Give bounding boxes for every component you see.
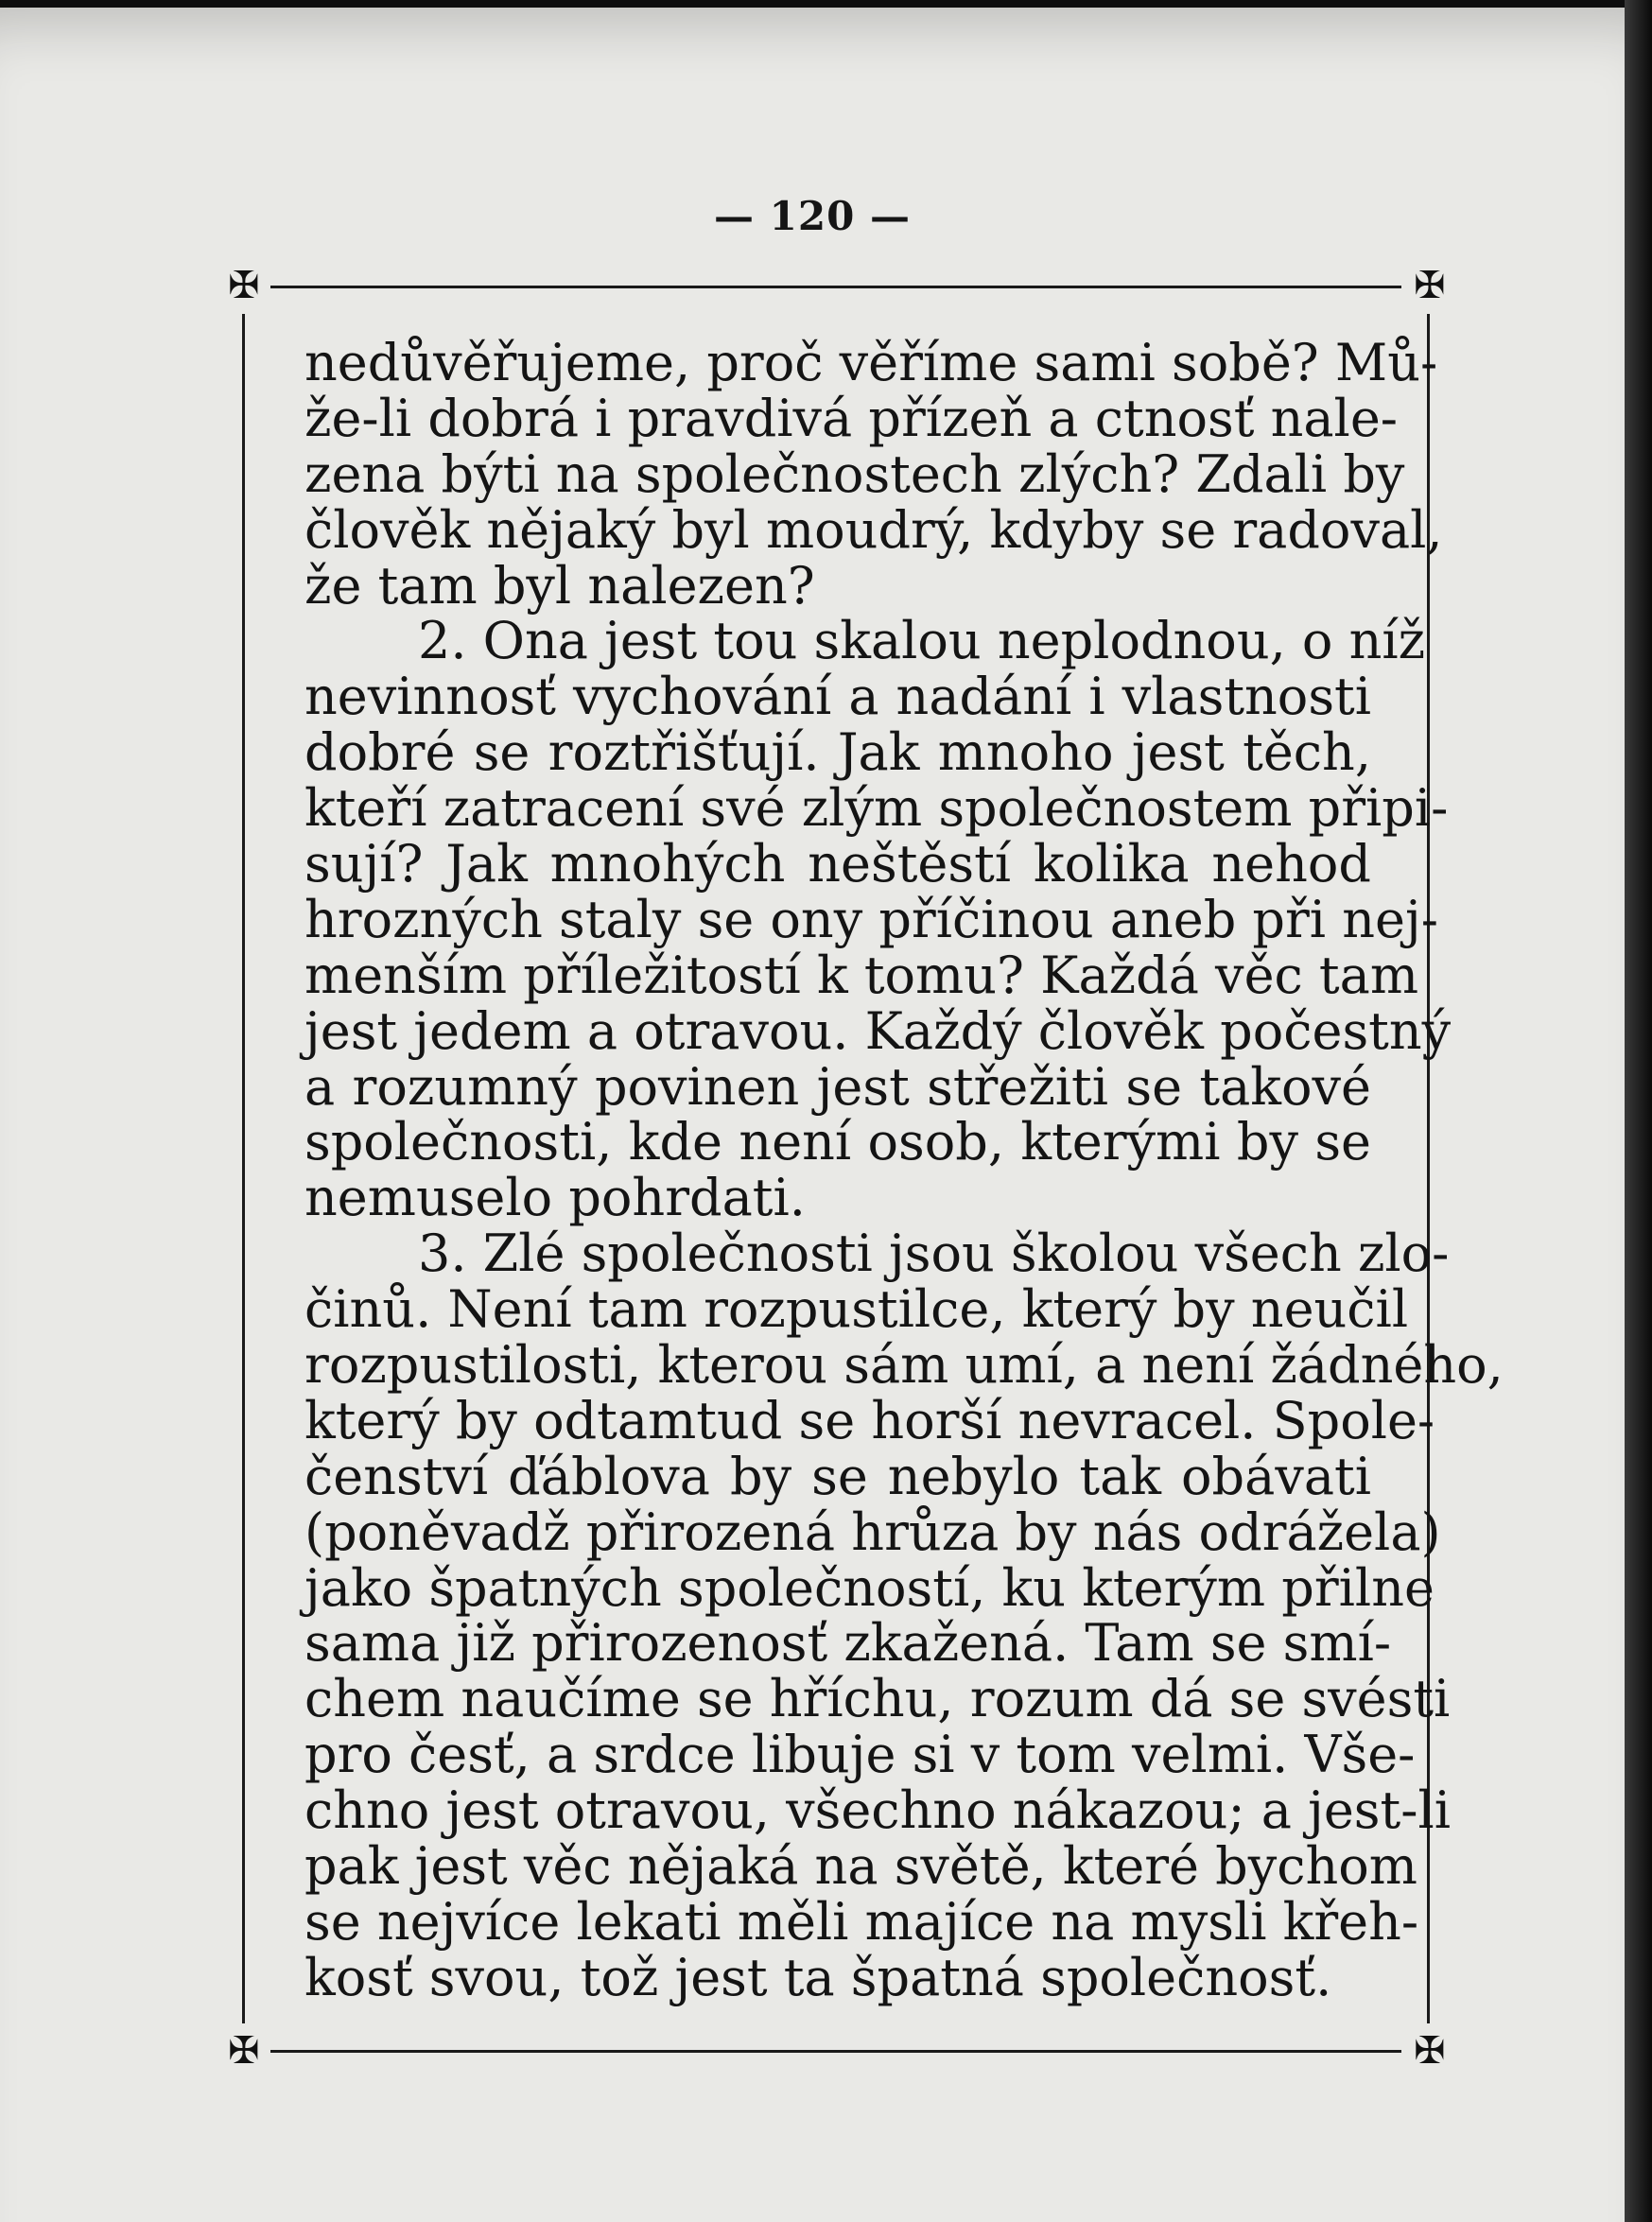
text-line: nedůvěřujeme, proč věříme sami sobě? Mů- — [304, 333, 1438, 392]
page-number: — 120 — — [714, 193, 911, 239]
corner-ornament-bottom-left-icon: ✠ — [228, 2029, 260, 2073]
text-line: a rozumný povinen jest střežiti se takové — [304, 1056, 1371, 1117]
text-line: (poněvadž přirozená hrůza by nás odrážela) — [304, 1502, 1441, 1562]
text-line: sují? Jak mnohých neštěstí kolika nehod — [304, 834, 1371, 894]
text-line: jest jedem a otravou. Každý člověk počestný — [304, 1000, 1452, 1061]
text-line: kteří zatracení své zlým společnostem připi- — [304, 778, 1449, 839]
text-line: chno jest otravou, všechno nákazou; a jest-li — [304, 1780, 1451, 1841]
corner-ornament-top-right-icon: ✠ — [1414, 264, 1446, 307]
text-line: nemuselo pohrdati. — [304, 1168, 806, 1228]
text-line: že tam byl nalezen? — [304, 555, 815, 616]
text-line: sama již přirozenosť zkažená. Tam se smí- — [304, 1613, 1392, 1674]
text-line: 2. Ona jest tou skalou neplodnou, o níž — [418, 611, 1426, 671]
frame-right-rule — [1427, 314, 1430, 2023]
text-line: se nejvíce lekati měli majíce na mysli křeh- — [304, 1891, 1419, 1952]
text-line: zena býti na společnostech zlých? Zdali by — [304, 443, 1405, 504]
text-line: dobré se roztřišťují. Jak mnoho jest těch, — [304, 722, 1371, 783]
text-line: nevinnosť vychování a nadání i vlastnosti — [304, 667, 1371, 727]
text-line: menším příležitostí k tomu? Každá věc tam — [304, 945, 1419, 1005]
text-line: kosť svou, tož jest ta špatná společnosť. — [304, 1947, 1332, 2007]
text-line: který by odtamtud se horší nevracel. Spole- — [304, 1390, 1435, 1450]
frame-top-rule — [270, 286, 1401, 288]
frame-left-rule — [242, 314, 245, 2023]
text-line: člověk nějaký byl moudrý, kdyby se radoval, — [304, 499, 1443, 560]
corner-ornament-bottom-right-icon: ✠ — [1414, 2029, 1446, 2073]
text-line: že-li dobrá i pravdivá přízeň a ctnosť nale- — [304, 388, 1399, 448]
text-line: hrozných staly se ony příčinou aneb při nej- — [304, 889, 1438, 949]
text-line: jako špatných společností, ku kterým přilne — [304, 1557, 1435, 1618]
text-line: čenství ďáblova by se nebylo tak obávati — [304, 1446, 1371, 1506]
text-line: chem naučíme se hříchu, rozum dá se svésti — [304, 1669, 1451, 1729]
text-line: rozpustilosti, kterou sám umí, a není žádného, — [304, 1335, 1504, 1396]
frame-bottom-rule — [270, 2050, 1401, 2053]
text-line: pak jest věc nějaká na světě, které bychom — [304, 1836, 1417, 1897]
book-page — [0, 8, 1625, 2222]
text-line: pro česť, a srdce libuje si v tom velmi. Vše- — [304, 1725, 1416, 1785]
body-text — [304, 333, 1504, 2007]
text-line: společnosti, kde není osob, kterými by se — [304, 1112, 1371, 1172]
text-line: 3. Zlé společnosti jsou školou všech zlo- — [418, 1224, 1450, 1284]
corner-ornament-top-left-icon: ✠ — [228, 264, 260, 307]
scan-edge — [1625, 0, 1652, 2222]
text-line: činů. Není tam rozpustilce, který by neučil — [304, 1279, 1409, 1340]
